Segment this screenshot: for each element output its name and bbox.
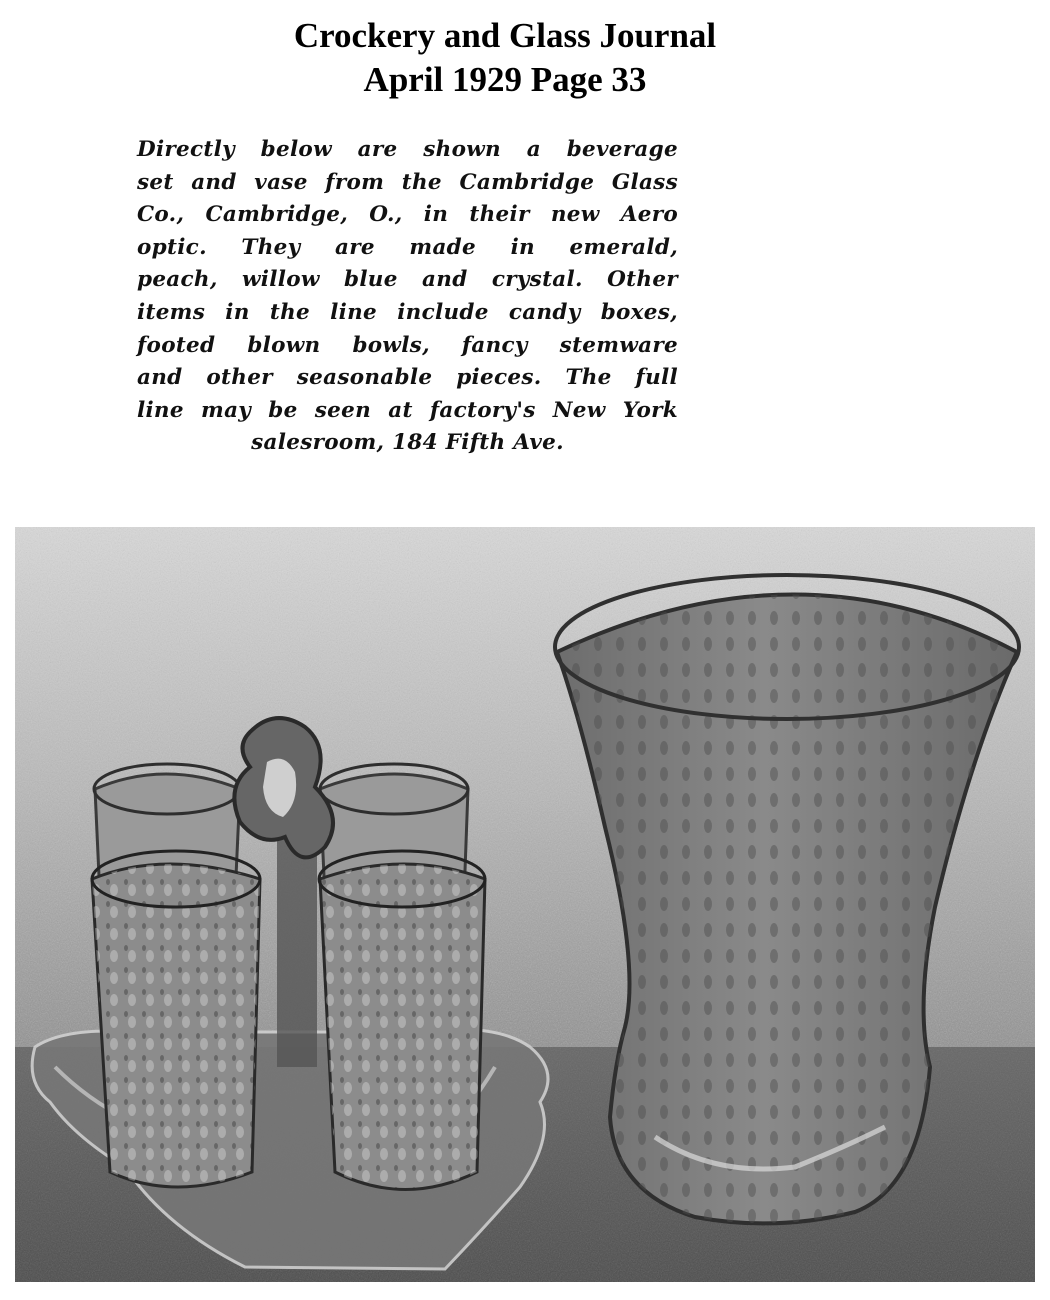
article-word: in bbox=[510, 234, 535, 260]
article-word: Other bbox=[607, 267, 678, 293]
glassware-photo bbox=[15, 527, 1035, 1282]
article-word: They bbox=[241, 234, 301, 260]
article-word: optic. bbox=[137, 234, 207, 260]
article-word: a bbox=[526, 137, 541, 162]
article-word: beverage bbox=[566, 137, 678, 162]
article-word: factory's bbox=[429, 397, 536, 423]
article-word: seen bbox=[314, 397, 372, 423]
article-word: in bbox=[423, 202, 449, 228]
article-word: the bbox=[401, 169, 442, 195]
article-word: Co., bbox=[137, 202, 185, 228]
article-line bbox=[137, 297, 678, 330]
article-line bbox=[137, 264, 678, 297]
article-word: are bbox=[357, 137, 398, 162]
article-line bbox=[137, 330, 678, 363]
article-word: footed bbox=[137, 332, 216, 358]
article-line: salesroom, 184 Fifth Ave. bbox=[251, 430, 564, 456]
article-word: in bbox=[225, 299, 250, 325]
article-line bbox=[137, 395, 678, 428]
article-word: their bbox=[469, 202, 530, 228]
article-word: at bbox=[388, 397, 413, 423]
article-word: stemware bbox=[559, 332, 678, 358]
article-word: and bbox=[422, 267, 468, 293]
article-word: boxes, bbox=[600, 299, 678, 325]
article-word: and bbox=[137, 365, 183, 391]
tumbler-front-left bbox=[92, 851, 260, 1187]
article-word: Directly bbox=[137, 137, 235, 162]
article-word: and bbox=[191, 169, 237, 195]
article-word: emerald, bbox=[569, 234, 678, 260]
page-header bbox=[0, 14, 1010, 102]
article-word: New bbox=[552, 397, 606, 423]
article-word: vase bbox=[254, 169, 308, 195]
journal-title: Crockery and Glass Journal bbox=[293, 16, 717, 55]
article-word: Cambridge, bbox=[205, 202, 349, 228]
article-word: O., bbox=[369, 202, 403, 228]
article-word: line bbox=[330, 299, 378, 325]
article-text bbox=[137, 134, 678, 460]
article-word: shown bbox=[423, 137, 501, 162]
issue-date-page: April 1929 Page 33 bbox=[363, 60, 647, 99]
article-word: willow bbox=[241, 267, 320, 293]
article-word: be bbox=[268, 397, 298, 423]
article-word: pieces. bbox=[456, 365, 542, 391]
article-word: made bbox=[409, 234, 476, 260]
article-word: set bbox=[137, 169, 174, 195]
article-line bbox=[137, 232, 678, 265]
article-word: blown bbox=[247, 332, 321, 358]
article-word: Cambridge bbox=[459, 169, 595, 195]
article-word: line bbox=[137, 397, 184, 423]
article-word: the bbox=[269, 299, 311, 325]
article-word: items bbox=[137, 299, 206, 325]
article-word: below bbox=[260, 137, 332, 162]
article-word: are bbox=[335, 234, 375, 260]
article-word: fancy bbox=[461, 332, 528, 358]
article-word: include bbox=[397, 299, 489, 325]
article-word: full bbox=[635, 365, 678, 391]
article-line bbox=[137, 167, 678, 200]
article-word: Aero bbox=[620, 202, 678, 228]
article-word: from bbox=[325, 169, 385, 195]
article-line bbox=[137, 134, 678, 167]
tumbler-front-right bbox=[319, 851, 485, 1190]
article-word: peach, bbox=[137, 267, 218, 293]
article-word: other bbox=[206, 365, 273, 391]
article-word: blue bbox=[343, 267, 398, 293]
article-word: seasonable bbox=[296, 365, 433, 391]
article-word: new bbox=[550, 202, 600, 228]
article-line bbox=[137, 199, 678, 232]
article-word: crystal. bbox=[491, 267, 583, 293]
article-word: candy bbox=[508, 299, 581, 325]
article-word: The bbox=[565, 365, 612, 391]
article-word: Glass bbox=[611, 169, 678, 195]
article-line bbox=[137, 362, 678, 395]
article-word: York bbox=[622, 397, 678, 423]
article-word: may bbox=[201, 397, 252, 423]
article-word: bowls, bbox=[352, 332, 430, 358]
